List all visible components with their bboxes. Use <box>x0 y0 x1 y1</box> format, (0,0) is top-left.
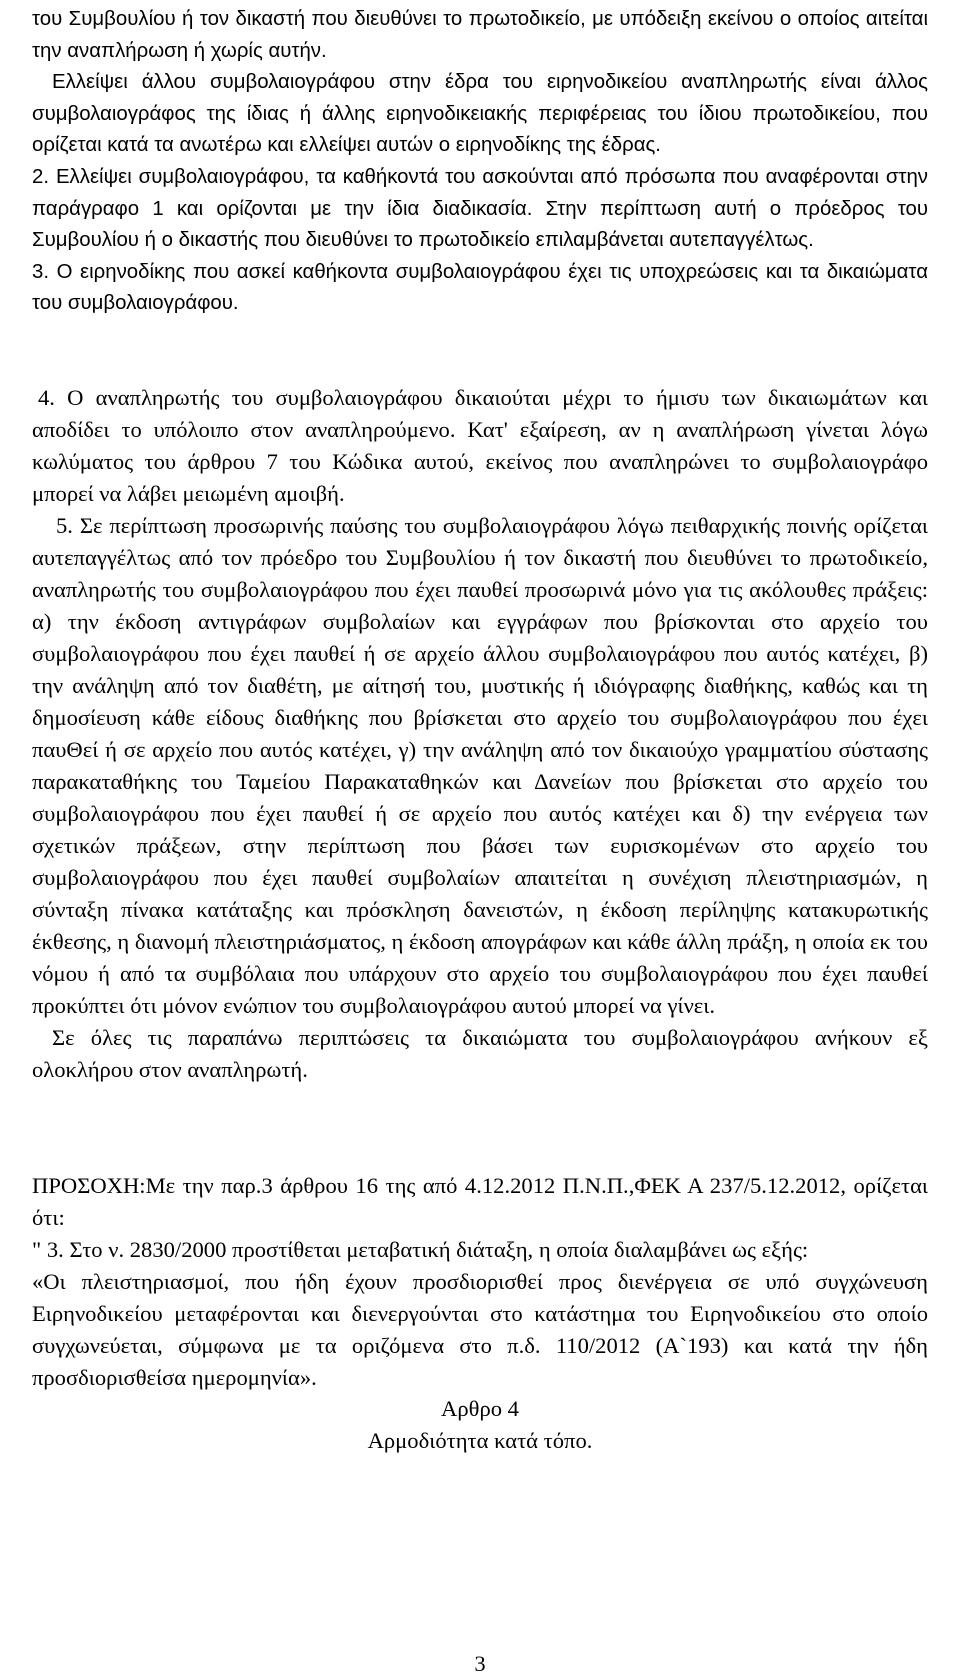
notice-quote-intro: " 3. Στο ν. 2830/2000 προστίθεται μεταβατική διάταξη, η οποία διαλαμβάνει ως εξής: <box>32 1237 809 1262</box>
paragraph-2: 2. Ελλείψει συμβολαιογράφου, τα καθήκοντά του ασκούνται από πρόσωπα που αναφέρονται στην παράγραφο 1 και ορίζονται με την ίδια διαδικασία. Στην περίπτωση αυτή ο πρόεδρος του Συμβουλίου ή ο δικαστής που διευθύνει το πρωτοδικείο επιλαμβάνεται αυτεπαγγέλτως. <box>32 165 928 252</box>
paragraph-rights: Σε όλες τις παραπάνω περιπτώσεις τα δικαιώματα του συμβολαιογράφου ανήκουν εξ ολοκλήρου στον αναπληρωτή. <box>32 1025 928 1082</box>
notice-heading: ΠΡΟΣΟΧΗ:Με την παρ.3 άρθρου 16 της από 4.12.2012 Π.Ν.Π.,ΦΕΚ Α 237/5.12.2012, ορίζεται ότι: <box>32 1173 928 1230</box>
document-page <box>32 0 928 1678</box>
paragraph-3: 3. Ο ειρηνοδίκης που ασκεί καθήκοντα συμβολαιογράφου έχει τις υποχρεώσεις και τα δικαιώματα του συμβολαιογράφου. <box>32 260 928 315</box>
paragraph-5: 5. Σε περίπτωση προσωρινής παύσης του συμβολαιογράφου λόγω πειθαρχικής ποινής ορίζεται αυτεπαγγέλτως από τον πρόεδρο του Συμβουλίου ή τον δικαστή που διευθύνει το πρωτοδικείο, αναπληρωτής του συμβολαιογράφου που έχει παυθεί προσωρινά μόνο για τις ακόλουθες πράξεις: α) την έκδοση αντιγράφων συμβολαίων και εγγράφων που βρίσκονται στο αρχείο του συμβολαιογράφου που έχει παυθεί ή σε αρχείο άλλου συμβολαιογράφου που αυτός κατέχει, β) την ανάληψη από τον διαθέτη, με αίτησή του, μυστικής ή ιδιόγραφης διαθήκης, καθώς και τη δημοσίευση κάθε είδους διαθήκης που βρίσκεται στο αρχείο του συμβολαιογράφου που έχει παυΘεί ή σε αρχείο που αυτός κατέχει, γ) την ανάληψη από τον δικαιούχο γραμματίου σύστασης παρακαταθήκης του Ταμείου Παρακαταθηκών και Δανείων που βρίσκεται στο αρχείο του συμβολαιογράφου που έχει παυθεί ή σε αρχείο που αυτός κατέχει και δ) την ενέργεια των σχετικών πράξεων, στην περίπτωση που βάσει των ευρισκομένων στο αρχείο του συμβολαιογράφου που έχει παυθεί συμβολαίων απαιτείται η συνέχιση πλειστηριασμών, η σύνταξη πίνακα κατάταξης και πρόσκληση δανειστών, η έκδοση περίληψης κατακυρωτικής έκθεσης, η διανομή πλειστηριάσματος, η έκδοση απογράφων και κάθε άλλη πράξη, η οποία εκ του νόμου ή από τα συμβόλαια που υπάρχουν στο αρχείο του συμβολαιογράφου που έχει παυθεί προκύπτει ότι μόνον ενώπιον του συμβολαιογράφου αυτού μπορεί να γίνει. <box>32 513 928 1018</box>
article-text-serif <box>32 382 928 1086</box>
paragraph-continuation: του Συμβουλίου ή τον δικαστή που διευθύνει το πρωτοδικείο, με υπόδειξη εκείνου ο οποίος αιτείται την αναπλήρωση ή χωρίς αυτήν. <box>32 8 928 62</box>
notice-block <box>32 1170 928 1394</box>
article-number: Αρθρο 4 <box>441 1396 519 1421</box>
page-number: 3 <box>474 1651 486 1676</box>
article-title: Αρμοδιότητα κατά τόπο. <box>367 1428 593 1453</box>
article-heading-block <box>32 1393 928 1457</box>
article-text-sans <box>32 4 928 320</box>
notice-quote-body: «Οι πλειστηριασμοί, που ήδη έχουν προσδιορισθεί προς διενέργεια σε υπό συγχώνευση Ειρηνοδικείου μεταφέρονται και διενεργούνται στο κατάστημα του Ειρηνοδικείου στο οποίο συγχωνεύεται, σύμφωνα με τα οριζόμενα στο π.δ. 110/2012 (Α`193) και κατά την ήδη προσδιορισθείσα ημερομηνία». <box>32 1269 928 1390</box>
paragraph-substitute-notary: Ελλείψει άλλου συμβολαιογράφου στην έδρα του ειρηνοδικείου αναπληρωτής είναι άλλος συμβολαιογράφος της ίδιας ή άλλης ειρηνοδικειακής περιφέρειας του ίδιου πρωτοδικείου, που ορίζεται κατά τα ανωτέρω και ελλείψει αυτών ο ειρηνοδίκης της έδρας. <box>32 71 928 157</box>
paragraph-4: 4. Ο αναπληρωτής του συμβολαιογράφου δικαιούται μέχρι το ήμισυ των δικαιωμάτων και αποδίδει το υπόλοιπο στον αναπληρούμενο. Κατ' εξαίρεση, αν η αναπλήρωση γίνεται λόγω κωλύματος του άρθρου 7 του Κώδικα αυτού, εκείνος που αναπληρώνει το συμβολαιογράφο μπορεί να λάβει μειωμένη αμοιβή. <box>32 385 928 506</box>
